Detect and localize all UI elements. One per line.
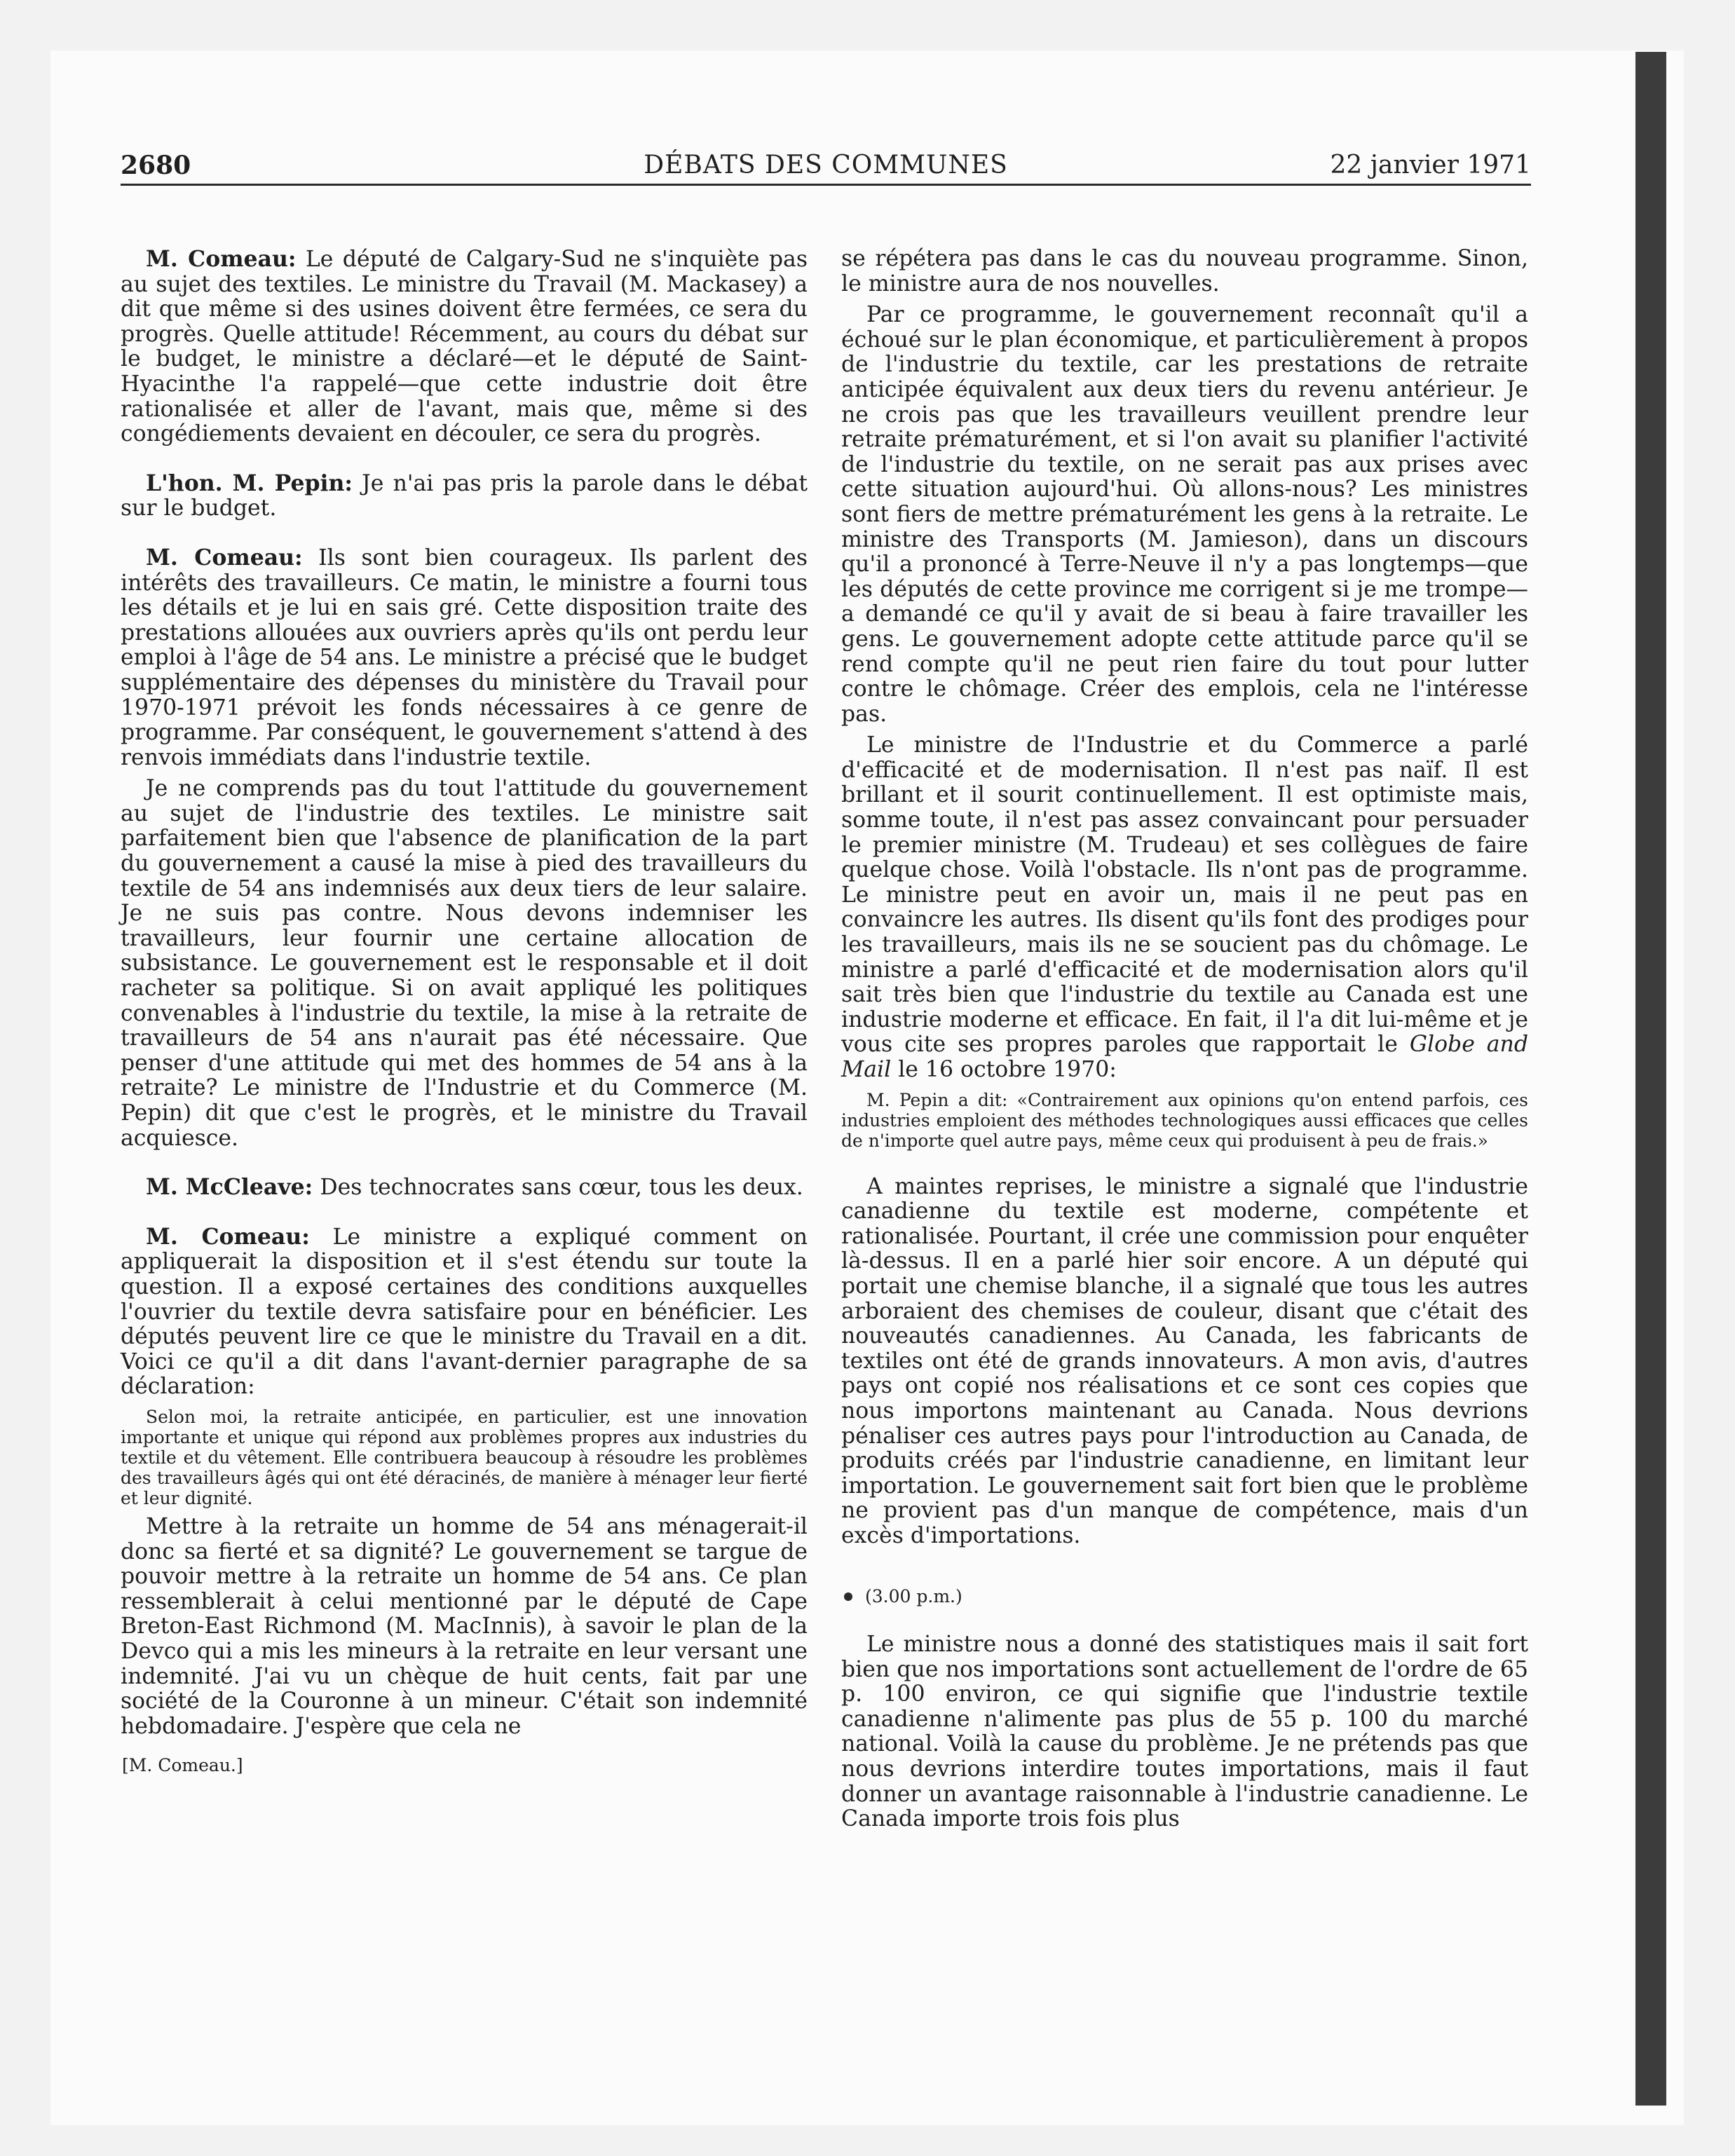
paragraph: [121, 247, 808, 447]
paragraph: Par ce programme, le gouvernement reconnaît qu'il a échoué sur le plan économique, et particulièrement à propos de l'industrie du textile, car les prestations de retraite anticipée équivalent aux deux tiers du revenu antérieur. Je ne crois pas que les travailleurs veuillent prendre leur retraite prématurément, et si l'on avait su planifier l'activité de l'industrie du textile, on ne serait pas aux prises avec cette situation aujourd'hui. Où allons-nous? Les ministres sont fiers de mettre prématurément les gens à la retraite. Le ministre des Transports (M. Jamieson), dans un discours qu'il a prononcé à Terre-Neuve il n'y a pas longtemps—que les députés de cette province me corrigent si je me trompe—a demandé ce qu'il y avait de si beau à faire travailler les gens. Le gouvernement adopte cette attitude parce qu'il se rend compte qu'il ne peut rien faire du tout pour lutter contre le chômage. Créer des emplois, cela ne l'intéresse pas.: [841, 302, 1528, 727]
speech-text: Le ministre a expliqué comment on appliquerait la disposition et il s'est étendu sur toute la question. Il a exposé certaines des conditions auxquelles l'ouvrier du textile devra satisfaire pour en bénéficier. Les députés peuvent lire ce que le ministre du Travail en a dit. Voici ce qu'il a dit dans l'avant-dernier paragraphe de sa déclaration:: [121, 1224, 808, 1400]
speech-text: Le ministre de l'Industrie et du Commerce a parlé d'efficacité et de modernisation. Il n'est pas naïf. Il est brillant et il sourit continuellement. Il est optimiste mais, somme toute, il n'est pas assez convaincant pour persuader le premier ministre (M. Trudeau) et ses collègues de faire quelque chose. Voilà l'obstacle. Ils n'ont pas de programme. Le ministre peut en avoir un, mais il ne peut pas en convaincre les autres. Ils disent qu'ils font des prodiges pour les travailleurs, mais ils ne se soucient pas du chômage. Le ministre a parlé d'efficacité et de modernisation alors qu'il sait très bien que l'industrie du textile au Canada est une industrie moderne et efficace. En fait, il l'a dit lui-même et je vous cite ses propres paroles que rapportait le: [841, 732, 1528, 1058]
speaker: M. Comeau:: [146, 1223, 310, 1250]
paragraph: [121, 545, 808, 770]
paragraph: [841, 733, 1528, 1082]
scan-edge-shadow: [1635, 52, 1666, 2106]
speaker: M. McCleave:: [146, 1174, 313, 1201]
paragraph: se répétera pas dans le cas du nouveau programme. Sinon, le ministre aura de nos nouvelles.: [841, 246, 1528, 296]
paragraph: A maintes reprises, le ministre a signalé que l'industrie canadienne du textile est moderne, compétente et rationalisée. Pourtant, il crée une commission pour enquêter là-dessus. Il en a parlé hier soir encore. A un député qui portait une chemise blanche, il a signalé que tous les autres arboraient des chemises de couleur, disant que c'était des nouveautés canadiennes. Au Canada, les fabricants de textiles ont été de grands innovateurs. A mon avis, d'autres pays ont copié nos réalisations et ce sont ces copies que nous importons maintenant au Canada. Nous devrions pénaliser ces autres pays pour l'introduction au Canada, de produits créés par l'industrie canadienne, en limitant leur importation. Le gouvernement sait fort bien que le problème ne provient pas d'un manque de compétence, mais d'un excès d'importations.: [841, 1173, 1528, 1548]
speaker: M. Comeau:: [146, 246, 297, 272]
paragraph: [121, 1175, 808, 1201]
paragraph: [121, 471, 808, 521]
speaker: M. Comeau:: [146, 544, 303, 571]
publication-title: DÉBATS DES COMMUNES: [644, 151, 1008, 179]
speech-text: le 16 octobre 1970:: [891, 1057, 1117, 1082]
speech-text: Le député de Calgary-Sud ne s'inquiète pas au sujet des textiles. Le ministre du Travail (M. Mackasey) a dit que même si des usines doivent être fermées, ce sera du progrès. Quelle attitude! Récemment, au cours du débat sur le budget, le ministre a déclaré—et le député de Saint-Hyacinthe l'a rappelé—que cette industrie doit être rationalisée et aller de l'avant, mais que, même si des congédiements devaient en découler, ce sera du progrès.: [121, 247, 808, 447]
time-text: (3.00 p.m.): [865, 1585, 962, 1606]
bullet-icon: [844, 1592, 852, 1601]
time-marker: [841, 1584, 1528, 1609]
page-date: 22 janvier 1971: [1330, 151, 1531, 179]
speaker: L'hon. M. Pepin:: [146, 470, 353, 496]
speaker-signature: [M. Comeau.]: [122, 1755, 243, 1776]
paragraph: Le ministre nous a donné des statistiques mais il sait fort bien que nos importations sont actuellement de l'ordre de 65 p. 100 environ, ce qui signifie que l'industrie textile canadienne n'alimente pas plus de 55 p. 100 du marché national. Voilà la cause du problème. Je ne prétends pas que nous devrions interdire toutes importations, mais il faut donner un avantage raisonnable à l'industrie canadienne. Le Canada importe trois fois plus: [841, 1632, 1528, 1832]
speech-text: Des technocrates sans cœur, tous les deux.: [313, 1175, 803, 1201]
newspaper-name: Globe and Mail: [841, 1032, 1528, 1082]
paragraph: [121, 1224, 808, 1400]
header-rule: [121, 184, 1531, 186]
speech-text: Ils sont bien courageux. Ils parlent des intérêts des travailleurs. Ce matin, le ministre a fourni tous les détails et je lui en sais gré. Cette disposition traite des prestations allouées aux ouvriers après qu'ils ont perdu leur emploi à l'âge de 54 ans. Le ministre a précisé que le budget supplémentaire des dépenses du ministère du Travail pour 1970-1971 prévoit les fonds nécessaires à ce genre de programme. Par conséquent, le gouvernement s'attend à des renvois immédiats dans l'industrie textile.: [121, 545, 808, 770]
paragraph: Je ne comprends pas du tout l'attitude du gouvernement au sujet de l'industrie des textiles. Le ministre sait parfaitement bien que l'absence de planification de la part du gouvernement a causé la mise à pied des travailleurs du textile de 54 ans indemnisés aux deux tiers de leur salaire. Je ne suis pas contre. Nous devons indemniser les travailleurs, leur fournir une certaine allocation de subsistance. Le gouvernement est le responsable et il doit racheter sa politique. Si on avait appliqué les politiques convenables à l'industrie du textile, la mise à la retraite de travailleurs de 54 ans n'aurait pas été nécessaire. Que penser d'une attitude qui met des hommes de 54 ans à la retraite? Le ministre de l'Industrie et du Commerce (M. Pepin) dit que c'est le progrès, et le ministre du Travail acquiesce.: [121, 776, 808, 1151]
quotation: Selon moi, la retraite anticipée, en particulier, est une innovation importante et unique qui répond aux problèmes propres aux industries du textile et du vêtement. Elle contribuera beaucoup à résoudre les problèmes des travailleurs âgés qui ont été déracinés, de manière à ménager leur fierté et leur dignité.: [121, 1406, 808, 1508]
right-column: [841, 247, 1528, 1832]
speech-text: Je n'ai pas pris la parole dans le débat sur le budget.: [121, 470, 808, 521]
page-header: [121, 146, 1531, 185]
page-number: 2680: [121, 151, 191, 180]
left-column: [121, 247, 808, 1778]
paragraph: Mettre à la retraite un homme de 54 ans ménagerait-il donc sa fierté et sa dignité? Le gouvernement se targue de pouvoir mettre à la retraite un homme de 54 ans. Ce plan ressemblerait à celui mentionné par le député de Cape Breton-East Richmond (M. MacInnis), à savoir le plan de la Devco qui a mis les mineurs à la retraite en leur versant une indemnité. J'ai vu un chèque de huit cents, fait par une société de la Couronne à un mineur. C'était son indemnité hebdomadaire. J'espère que cela ne: [121, 1513, 808, 1739]
quotation: M. Pepin a dit: «Contrairement aux opinions qu'on entend parfois, ces industries emploient des méthodes technologiques aussi efficaces que celles de n'importe quel autre pays, même ceux qui produisent à peu de frais.»: [841, 1089, 1528, 1151]
